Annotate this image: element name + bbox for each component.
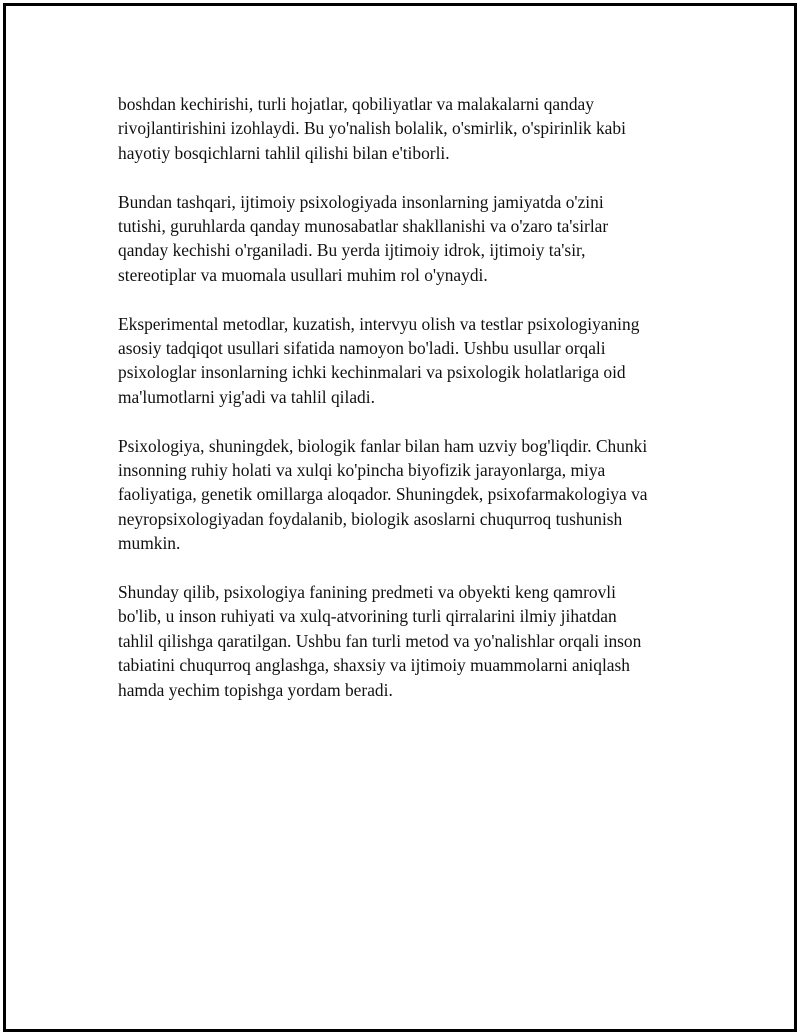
- text-line: hamda yechim topishga yordam beradi.: [118, 679, 393, 700]
- text-line: Psixologiya, shuningdek, biologik fanlar bilan ham uzviy bog'liqdir. Chunki: [118, 435, 648, 456]
- text-line: asosiy tadqiqot usullari sifatida namoyon bo'ladi. Ushbu usullar orqali: [118, 338, 606, 359]
- paragraph-3: [118, 312, 688, 410]
- paragraph-2: [118, 190, 688, 288]
- text-line: insonning ruhiy holati va xulqi ko'pincha biyofizik jarayonlarga, miya: [118, 460, 606, 481]
- text-line: Shunday qilib, psixologiya fanining predmeti va obyekti keng qamrovli: [118, 582, 616, 603]
- text-line: mumkin.: [118, 533, 181, 554]
- text-line: psixologlar insonlarning ichki kechinmalari va psixologik holatlariga oid: [118, 362, 626, 383]
- text-line: faoliyatiga, genetik omillarga aloqador. Shuningdek, psixofarmakologiya va: [118, 484, 648, 505]
- text-line: boshdan kechirishi, turli hojatlar, qobiliyatlar va malakalarni qanday: [118, 94, 594, 114]
- text-line: hayotiy bosqichlarni tahlil qilishi bilan e'tiborli.: [118, 142, 450, 163]
- text-line: Bundan tashqari, ijtimoiy psixologiyada insonlarning jamiyatda o'zini: [118, 191, 604, 212]
- paragraph-1: [118, 92, 688, 165]
- text-line: tabiatini chuqurroq anglashga, shaxsiy va ijtimoiy muammolarni aniqlash: [118, 655, 630, 676]
- text-line: neyropsixologiyadan foydalanib, biologik asoslarni chuqurroq tushunish: [118, 508, 623, 529]
- text-line: ma'lumotlarni yig'adi va tahlil qiladi.: [118, 386, 375, 407]
- text-line: tutishi, guruhlarda qanday munosabatlar shakllanishi va o'zaro ta'sirlar: [118, 216, 609, 237]
- body-text: [118, 92, 688, 726]
- text-line: rivojlantirishini izohlaydi. Bu yo'nalish bolalik, o'smirlik, o'spirinlik kabi: [118, 118, 626, 139]
- text-line: bo'lib, u inson ruhiyati va xulq-atvorining turli qirralarini ilmiy jihatdan: [118, 606, 617, 627]
- text-line: tahlil qilishga qaratilgan. Ushbu fan turli metod va yo'nalishlar orqali inson: [118, 630, 642, 651]
- text-line: stereotiplar va muomala usullari muhim rol o'ynaydi.: [118, 264, 488, 285]
- text-line: qanday kechishi o'rganiladi. Bu yerda ijtimoiy idrok, ijtimoiy ta'sir,: [118, 240, 586, 261]
- paragraph-5: [118, 580, 688, 702]
- text-line: Eksperimental metodlar, kuzatish, intervyu olish va testlar psixologiyaning: [118, 313, 640, 334]
- paragraph-4: [118, 434, 688, 556]
